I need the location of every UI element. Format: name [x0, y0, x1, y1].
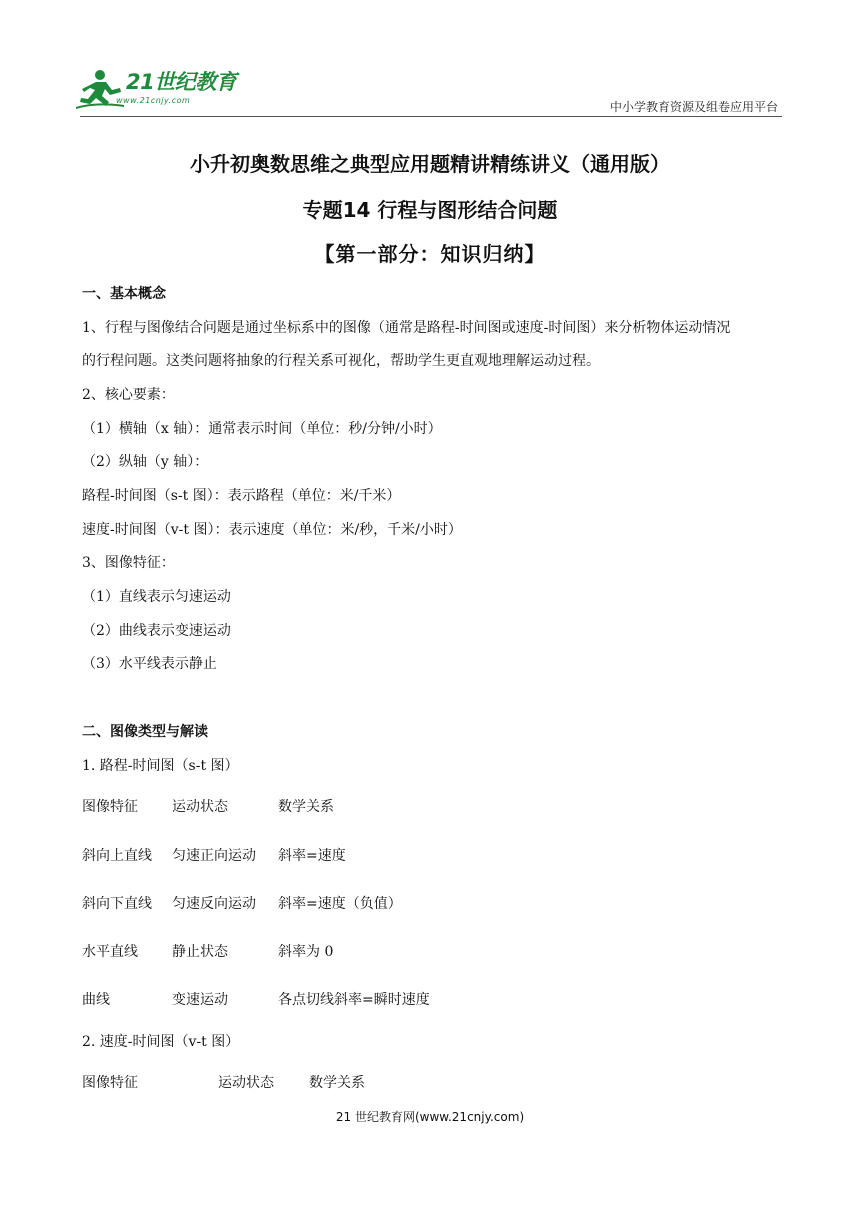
table-cell: 斜向上直线 [82, 848, 152, 864]
subsection-title: 2. 速度-时间图（v-t 图） [82, 1034, 240, 1050]
table-cell: 匀速正向运动 [172, 848, 256, 864]
subsection-title: 1. 路程-时间图（s-t 图） [82, 758, 239, 774]
paragraph: （2）曲线表示变速运动 [82, 623, 231, 639]
table-cell: 曲线 [82, 992, 110, 1008]
logo [76, 66, 256, 116]
table-header: 数学关系 [309, 1075, 365, 1091]
table-cell: 水平直线 [82, 944, 138, 960]
part-title: 【第一部分：知识归纳】 [314, 242, 546, 266]
platform-name: 中小学教育资源及组卷应用平台 [609, 100, 778, 114]
table-header: 图像特征 [82, 1075, 138, 1091]
paragraph: 速度-时间图（v-t 图）：表示速度（单位：米/秒，千米/小时） [82, 522, 462, 538]
header-divider [80, 116, 782, 117]
table-header: 图像特征 [82, 799, 138, 815]
logo-text: 21世纪教育 [126, 70, 237, 94]
paragraph: 2、核心要素： [82, 387, 175, 403]
table-cell: 静止状态 [172, 944, 228, 960]
table-header: 数学关系 [278, 799, 334, 815]
topic-title: 专题14 行程与图形结合问题 [302, 198, 558, 222]
paragraph: （3）水平线表示静止 [82, 656, 217, 672]
paragraph: 1、行程与图像结合问题是通过坐标系中的图像（通常是路程-时间图或速度-时间图）来分析物体运动情况 [82, 320, 731, 336]
paragraph: 路程-时间图（s-t 图）：表示路程（单位：米/千米） [82, 488, 401, 504]
paragraph: 3、图像特征： [82, 555, 175, 571]
table-header: 运动状态 [172, 799, 228, 815]
page-footer: 21 世纪教育网(www.21cnjy.com) [335, 1110, 525, 1124]
table-cell: 斜向下直线 [82, 896, 152, 912]
paragraph: （1）横轴（x 轴）：通常表示时间（单位：秒/分钟/小时） [82, 421, 442, 437]
table-cell: 各点切线斜率=瞬时速度 [278, 992, 430, 1008]
logo-url: www.21cnjy.com [116, 96, 191, 105]
table-cell: 变速运动 [172, 992, 228, 1008]
page-header [0, 0, 860, 120]
paragraph: （2）纵轴（y 轴）： [82, 454, 209, 470]
table-cell: 斜率=速度（负值） [278, 896, 402, 912]
table-cell: 斜率为 0 [278, 944, 334, 960]
paragraph: （1）直线表示匀速运动 [82, 589, 231, 605]
table-cell: 匀速反向运动 [172, 896, 256, 912]
main-title: 小升初奥数思维之典型应用题精讲精练讲义（通用版） [190, 152, 670, 176]
paragraph: 的行程问题。这类问题将抽象的行程关系可视化，帮助学生更直观地理解运动过程。 [82, 353, 600, 369]
section1-heading: 一、基本概念 [82, 286, 166, 302]
table-header: 运动状态 [218, 1075, 274, 1091]
section2-heading: 二、图像类型与解读 [82, 724, 208, 740]
table-cell: 斜率=速度 [278, 848, 346, 864]
